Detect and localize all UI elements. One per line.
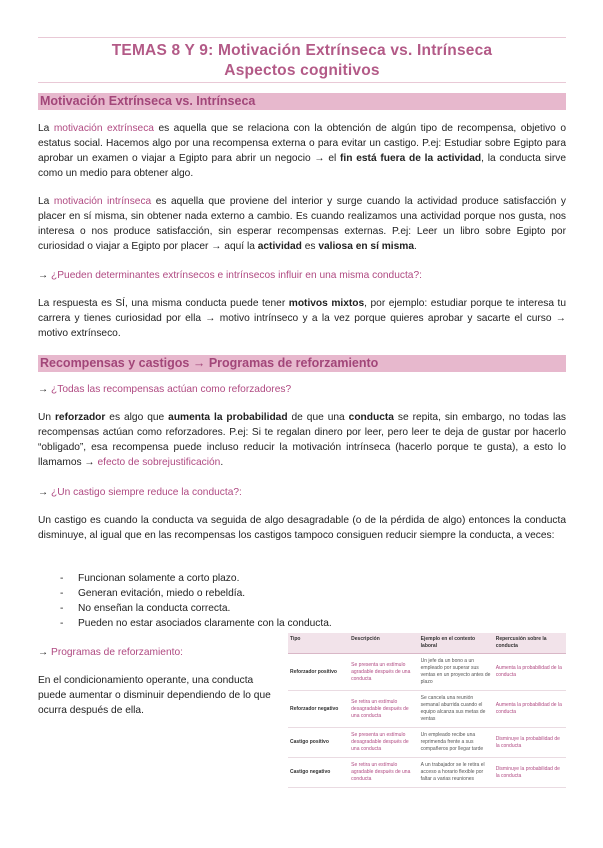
- table-header: Ejemplo en el contexto laboral: [419, 633, 494, 654]
- question-determinantes: → ¿Pueden determinantes extrínsecos e intrínsecos influir en una misma conducta?:: [38, 270, 422, 281]
- table-row: [288, 654, 566, 691]
- table-cell: Un jefe da un bono a un empleado por superar sus ventas en un proyecto antes de plazo: [419, 654, 494, 691]
- table-cell: Un empleado recibe una reprimenda frente a sus compañeros por llegar tarde: [419, 728, 494, 758]
- table-cell: Castigo negativo: [288, 758, 349, 788]
- paragraph-reforzador: Un reforzador es algo que aumenta la probabilidad de que una conducta se repita, sin embargo, no todas las recompensas actúan como reforzadores. P.ej: Si te regalan dinero por leer, pero leer te deja de gustar por hacerlo “obligado”, esa recompensa puede incluso reducir la motivación intrínseca (hacerlo porque te gusta), a esto lo llamamos → efecto de sobrejustificación.: [38, 412, 566, 468]
- table-cell: Aumenta la probabilidad de la conducta: [494, 691, 566, 728]
- table-cell: Disminuye la probabilidad de la conducta: [494, 758, 566, 788]
- question-castigo: → ¿Un castigo siempre reduce la conducta?:: [38, 487, 242, 498]
- document-title: [38, 37, 566, 83]
- section-heading-recompensas: Recompensas y castigos → Programas de reforzamiento: [38, 355, 566, 372]
- term-sobrejustificacion: efecto de sobrejustificación: [97, 457, 221, 468]
- table-cell: Se retira un estímulo agradable después de una conducta: [349, 758, 419, 788]
- term-motivacion-extrinseca: motivación extrínseca: [53, 123, 154, 134]
- list-item: - Funcionan solamente a corto plazo.: [60, 571, 332, 586]
- table-header: Tipo: [288, 633, 349, 654]
- table-row: [288, 728, 566, 758]
- reinforcement-table: [288, 633, 566, 788]
- paragraph-motivacion-intrinseca: La motivación intrínseca es aquella que proviene del interior y surge cuando la actividad produce satisfacción y placer en sí misma, sin obtener nada externo a cambio. Es cuando realizamos una actividad porque nos gusta, nos interesa o nos produce satisfacción, sin esperar recompensas externas. P.ej: Leer un libro sobre Egipto por curiosidad o viajar a Egipto por placer → aquí la actividad es valiosa en sí misma.: [38, 196, 566, 252]
- table-cell: Se retira un estímulo desagradable después de una conducta: [349, 691, 419, 728]
- table-cell: Reforzador negativo: [288, 691, 349, 728]
- table-header: Descripción: [349, 633, 419, 654]
- title-line-1: TEMAS 8 Y 9: Motivación Extrínseca vs. Intrínseca: [111, 42, 493, 59]
- table-cell: Castigo positivo: [288, 728, 349, 758]
- table-row: [288, 691, 566, 728]
- table-cell: Se cancela una reunión semanal aburrida cuando el equipo alcanza sus metas de ventas: [419, 691, 494, 728]
- castigo-list: [60, 571, 332, 631]
- paragraph-motivacion-extrinseca: La motivación extrínseca es aquella que se relaciona con la obtención de algún tipo de recompensa, objetivo o estatus social. Hacemos algo por una recompensa externa o para evitar un castigo. P.ej: Estudiar sobre Egipto para aprobar un examen o viajar a Egipto para abrir un negocio → el fin está fuera de la actividad, la conducta sirve como un medio para obtener algo.: [38, 123, 566, 179]
- table-cell: Aumenta la probabilidad de la conducta: [494, 654, 566, 691]
- paragraph-condicionamiento: En el condicionamiento operante, una conducta puede aumentar o disminuir dependiendo de lo que ocurra después de ella.: [38, 675, 271, 716]
- table-header-row: [288, 633, 566, 654]
- term-motivacion-intrinseca: motivación intrínseca: [53, 196, 152, 207]
- section-heading-motivacion: Motivación Extrínseca vs. Intrínseca: [38, 93, 566, 110]
- table-cell: Se presenta un estímulo agradable después de una conducta: [349, 654, 419, 691]
- paragraph-castigo: Un castigo es cuando la conducta va seguida de algo desagradable (o de la pérdida de algo) entonces la conducta disminuye, al igual que en las recompensas los castigos tampoco consiguen reducir siempre la conducta, a veces:: [38, 515, 566, 541]
- paragraph-motivos-mixtos: La respuesta es SÍ, una misma conducta puede tener motivos mixtos, por ejemplo: estudiar porque te interesa tu carrera y tienes curiosidad por ella → motivo intrínseco y a la vez porque quieres aprobar y sacarte el curso → motivo extrínseco.: [38, 298, 566, 339]
- list-item: - Pueden no estar asociados claramente con la conducta.: [60, 616, 332, 631]
- list-item: - No enseñan la conducta correcta.: [60, 601, 332, 616]
- table-cell: Disminuye la probabilidad de la conducta: [494, 728, 566, 758]
- list-item: - Generan evitación, miedo o rebeldía.: [60, 586, 332, 601]
- table-cell: A un trabajador se le retira el acceso a horario flexible por faltar a varias reuniones: [419, 758, 494, 788]
- question-recompensas-reforzadores: → ¿Todas las recompensas actúan como reforzadores?: [38, 384, 292, 395]
- title-line-2: Aspectos cognitivos: [224, 62, 380, 79]
- table-row: [288, 758, 566, 788]
- question-programas: → Programas de reforzamiento:: [38, 647, 183, 658]
- table-header: Repercusión sobre la conducta: [494, 633, 566, 654]
- table-cell: Reforzador positivo: [288, 654, 349, 691]
- table-cell: Se presenta un estímulo desagradable después de una conducta: [349, 728, 419, 758]
